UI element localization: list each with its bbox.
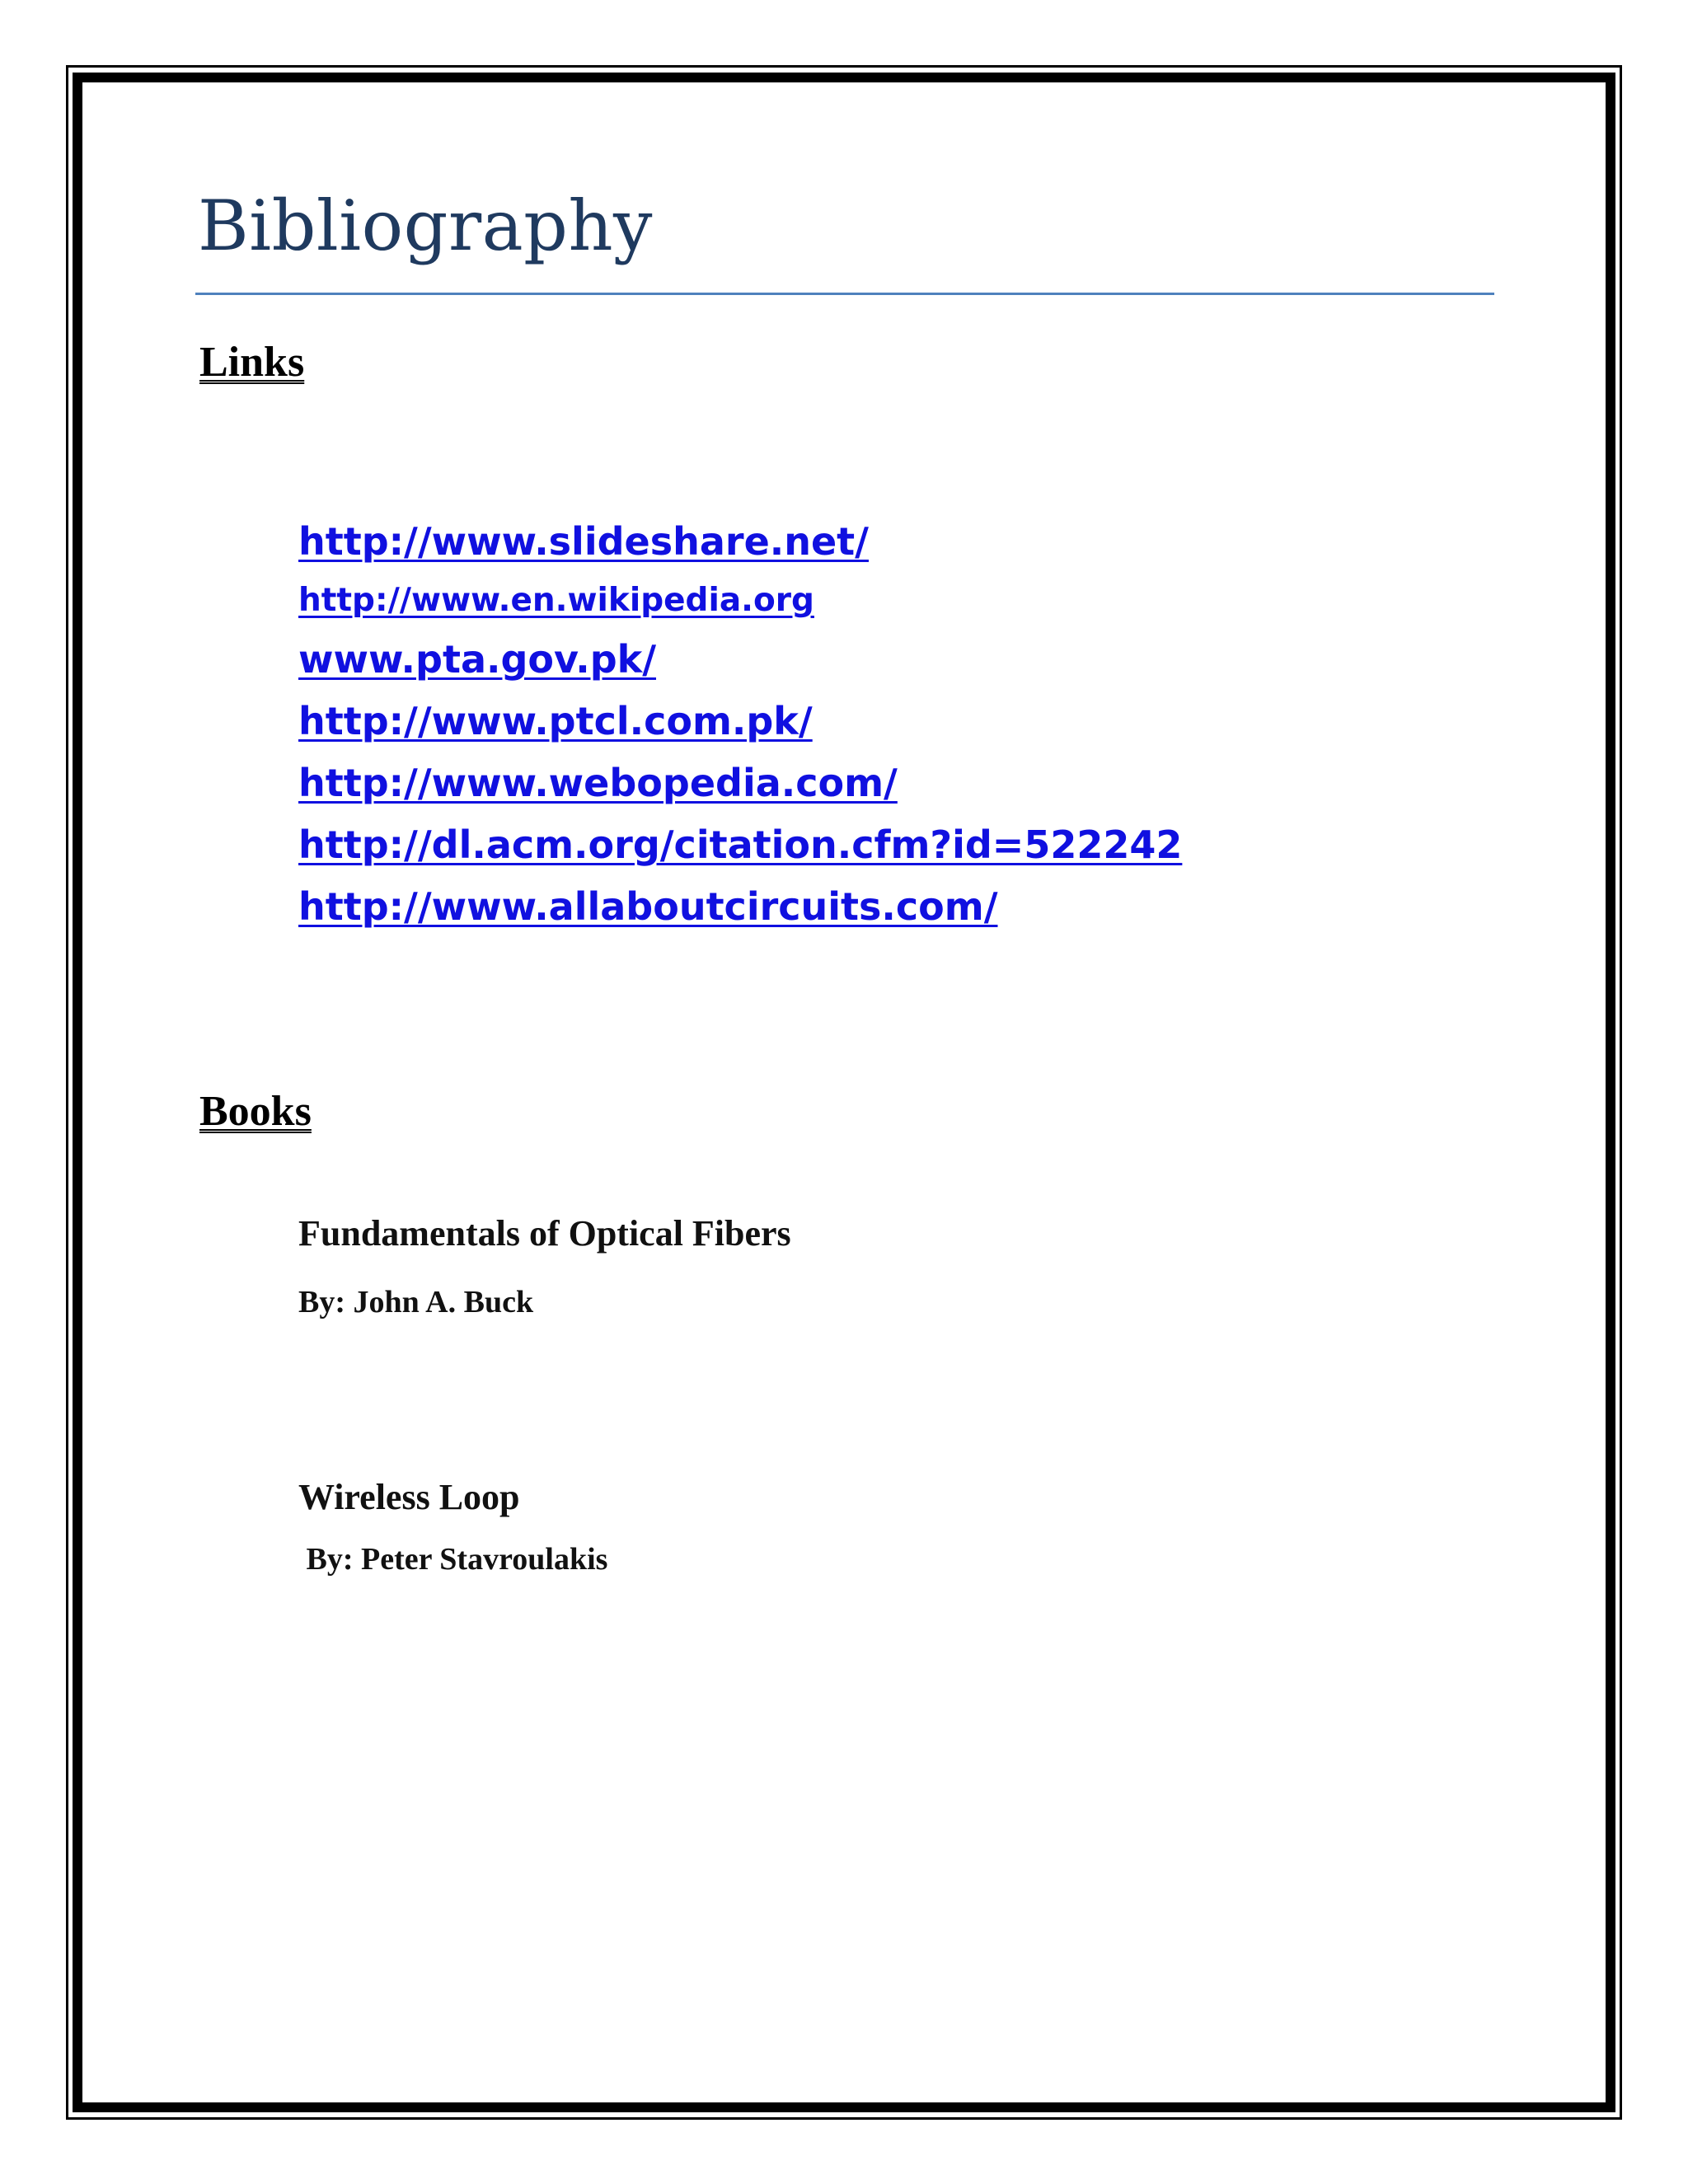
list-item	[298, 629, 1182, 691]
links-heading: Links	[199, 339, 305, 386]
books-heading: Books	[199, 1088, 312, 1135]
link-acm[interactable]: http://dl.acm.org/citation.cfm?id=522242	[298, 823, 1183, 867]
book-entry	[298, 1212, 791, 1321]
list-item	[298, 876, 1182, 938]
book-title: Wireless Loop	[298, 1477, 520, 1517]
list-item	[298, 814, 1182, 876]
link-slideshare[interactable]: http://www.slideshare.net/	[298, 519, 869, 564]
link-webopedia[interactable]: http://www.webopedia.com/	[298, 761, 898, 805]
list-item	[298, 691, 1182, 752]
book-author: By: John A. Buck	[298, 1284, 534, 1319]
link-pta[interactable]: www.pta.gov.pk/	[298, 637, 657, 682]
book-title: Fundamentals of Optical Fibers	[298, 1213, 791, 1254]
book-author: By: Peter Stavroulakis	[298, 1541, 608, 1577]
list-item	[298, 752, 1182, 814]
link-wikipedia[interactable]: http://www.en.wikipedia.org	[298, 582, 814, 619]
link-ptcl[interactable]: http://www.ptcl.com.pk/	[298, 699, 813, 743]
list-item	[298, 511, 1182, 573]
book-entry	[298, 1476, 607, 1578]
link-allaboutcircuits[interactable]: http://www.allaboutcircuits.com/	[298, 884, 998, 929]
links-list	[298, 511, 1182, 938]
title-divider	[195, 293, 1494, 295]
page-title: Bibliography	[198, 185, 653, 266]
list-item	[298, 573, 1182, 629]
